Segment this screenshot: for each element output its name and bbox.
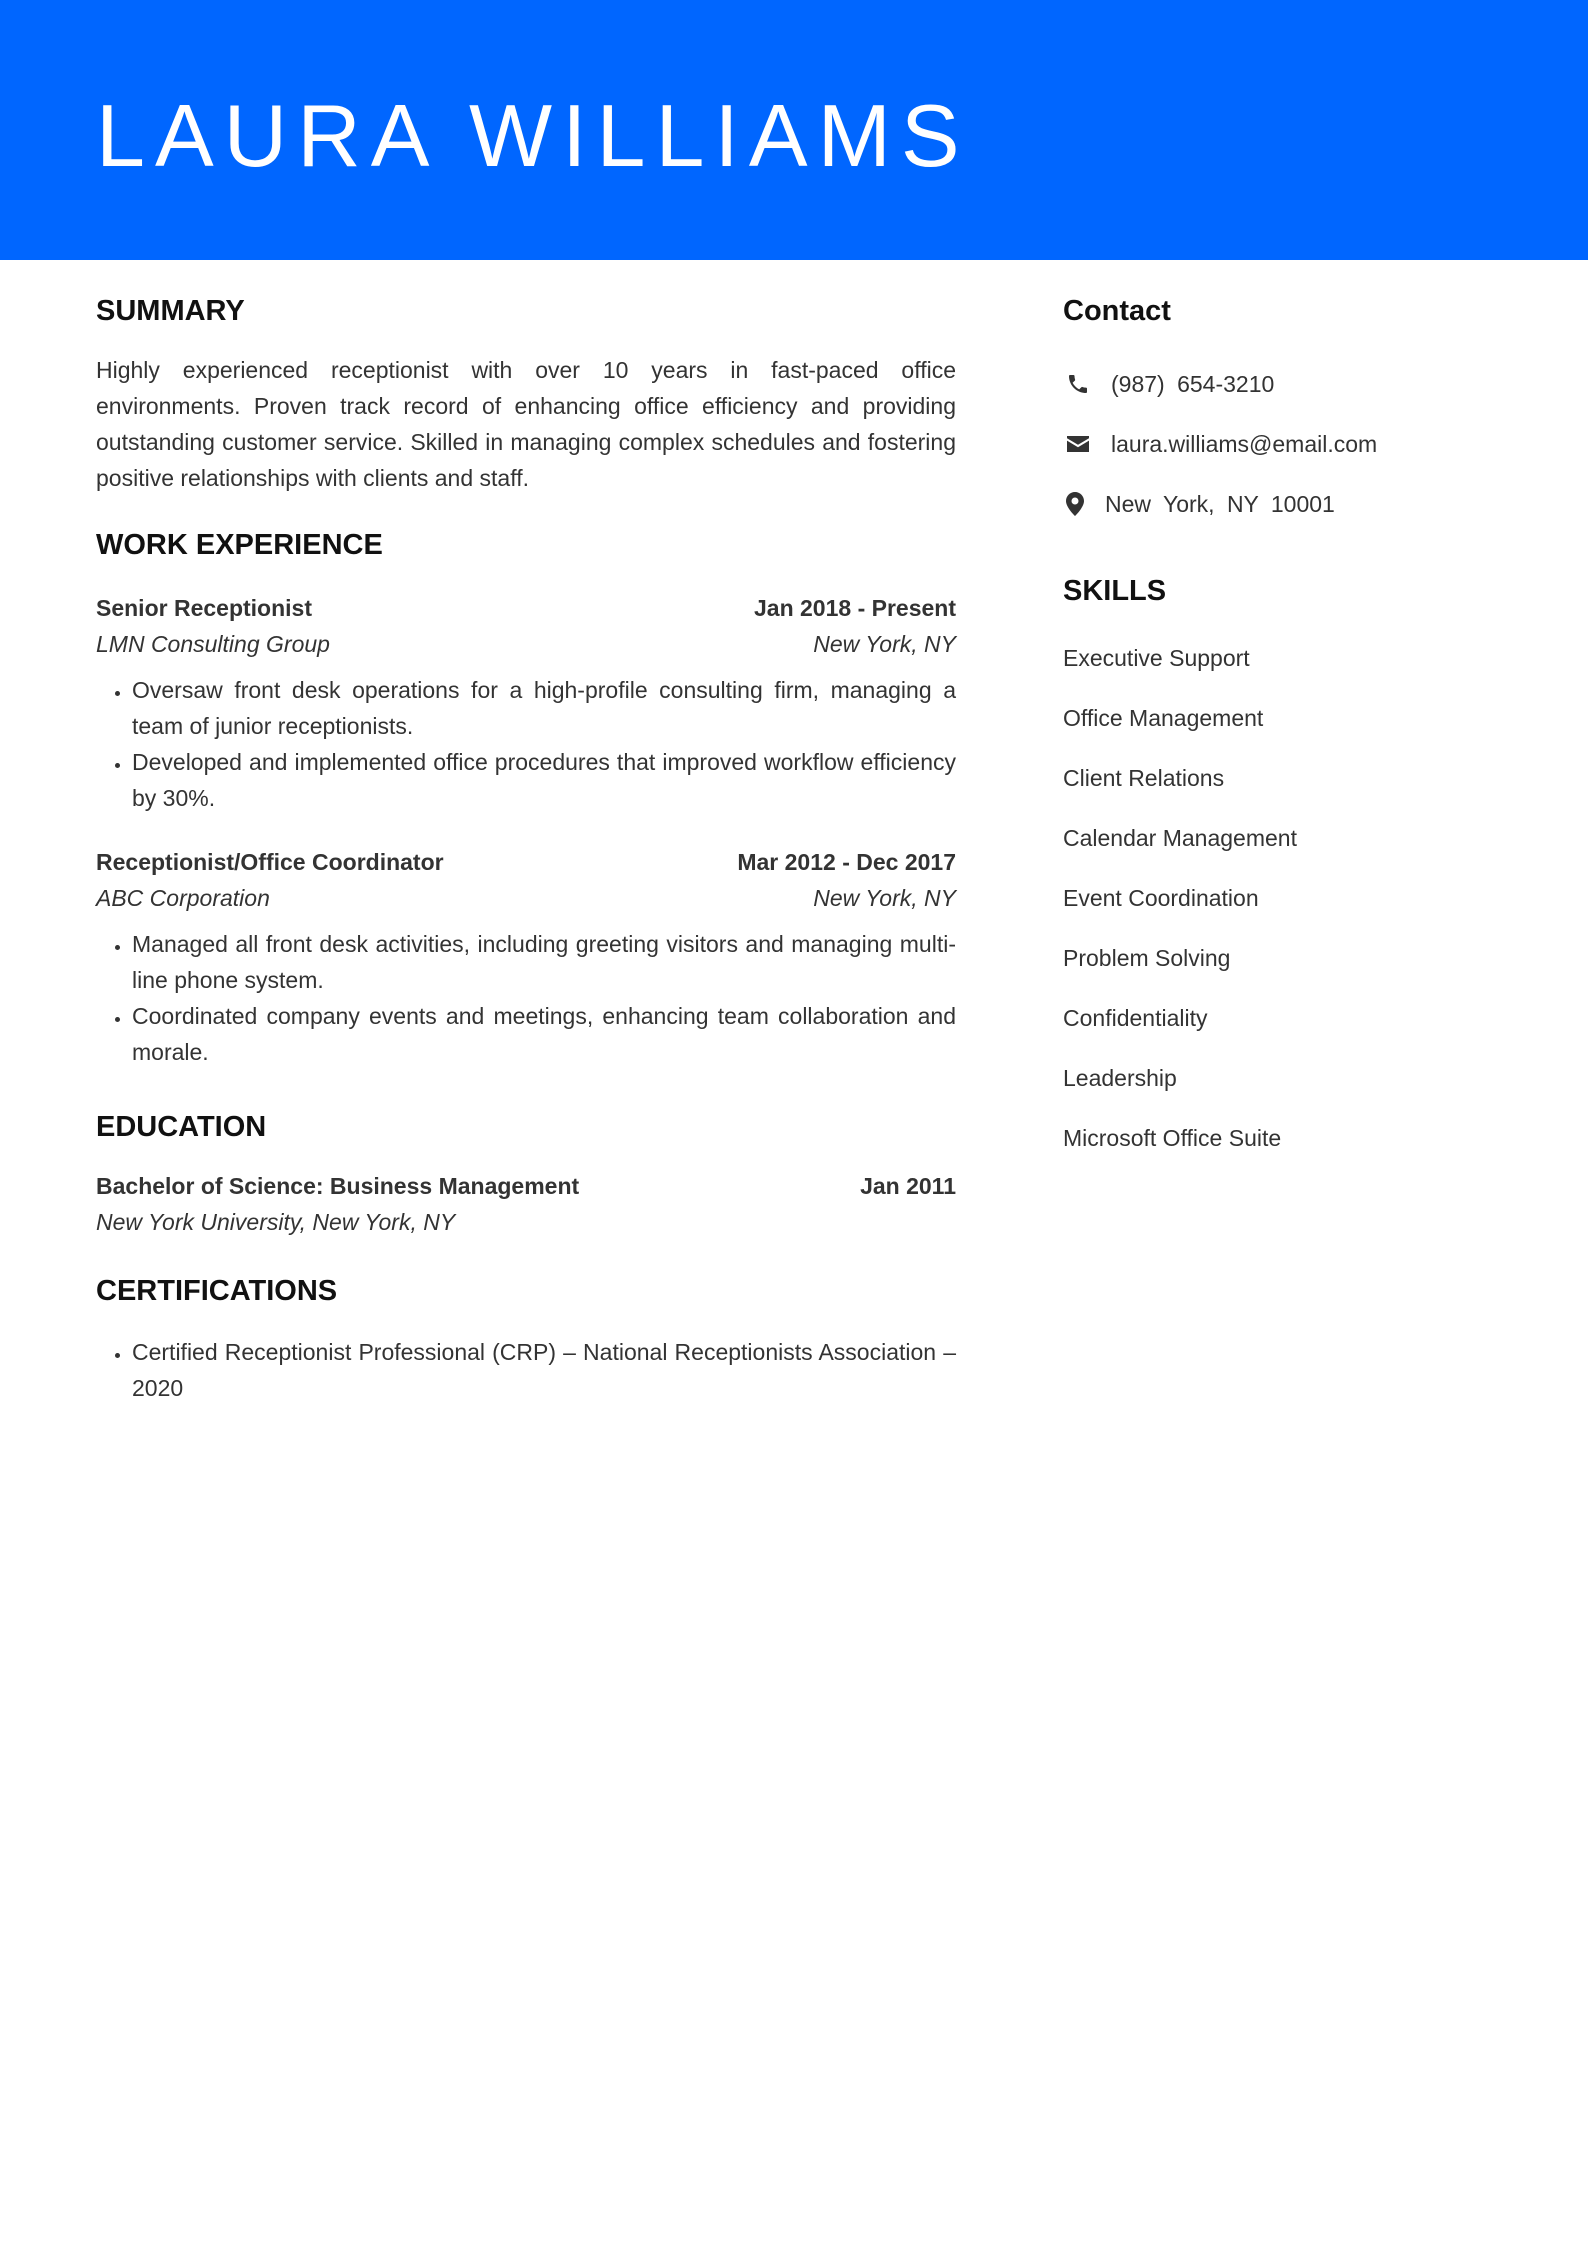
experience-heading: WORK EXPERIENCE [96, 529, 383, 561]
contact-list [1063, 354, 1503, 534]
candidate-name: LAURA WILLIAMS [96, 86, 970, 185]
certifications-section [96, 1270, 956, 1406]
skill-item: Client Relations [1063, 765, 1225, 791]
school: New York University, New York, NY [96, 1209, 456, 1235]
envelope-icon [1063, 432, 1093, 456]
phone-number: (987) 654-3210 [1111, 370, 1275, 397]
experience-section [96, 524, 956, 1070]
contact-heading: Contact [1063, 295, 1171, 327]
skill-list [1063, 628, 1503, 1168]
main-column [96, 290, 956, 1406]
job-dates: Mar 2012 - Dec 2017 [737, 849, 956, 875]
job-bullet: • Oversaw front desk operations for a high-profile consulting firm, managing a team of junior receptionists. [132, 672, 956, 744]
skills-heading: SKILLS [1063, 575, 1167, 607]
job-company: LMN Consulting Group [96, 631, 330, 657]
job-company: ABC Corporation [96, 885, 270, 911]
job-bullet: • Developed and implemented office procedures that improved workflow efficiency by 30%. [132, 744, 956, 816]
skill-item: Calendar Management [1063, 825, 1297, 851]
job-bullets [96, 926, 956, 1070]
skill-item: Event Coordination [1063, 885, 1259, 911]
job-location: New York, NY [813, 631, 956, 657]
job-location: New York, NY [813, 885, 956, 911]
contact-email [1063, 414, 1503, 474]
contact-phone [1063, 354, 1503, 414]
education-section [96, 1106, 956, 1240]
side-column [1063, 290, 1503, 1168]
map-pin-icon [1063, 492, 1087, 516]
skill-item: Office Management [1063, 705, 1264, 731]
job-entry [96, 844, 956, 1070]
summary-heading: SUMMARY [96, 295, 245, 327]
education-heading: EDUCATION [96, 1111, 267, 1143]
job-bullets [96, 672, 956, 816]
degree: Bachelor of Science: Business Management [96, 1173, 580, 1199]
certification-list [96, 1334, 956, 1406]
summary-text: Highly experienced receptionist with over 10 years in fast-paced office environments. Proven track record of enhancing office efficiency and providing outstanding customer service. Skilled in managing complex schedules and fostering positive relationships with clients and staff. [96, 357, 956, 491]
degree-date: Jan 2011 [860, 1173, 956, 1199]
skill-item: Microsoft Office Suite [1063, 1125, 1282, 1151]
phone-icon [1063, 372, 1093, 396]
job-role: Receptionist/Office Coordinator [96, 849, 444, 875]
job-role: Senior Receptionist [96, 595, 312, 621]
certifications-heading: CERTIFICATIONS [96, 1275, 338, 1307]
location: New York, NY 10001 [1105, 490, 1335, 517]
job-entry [96, 590, 956, 816]
skills-section [1063, 570, 1503, 1168]
skill-item: Problem Solving [1063, 945, 1231, 971]
skill-item: Leadership [1063, 1065, 1177, 1091]
skill-item: Executive Support [1063, 645, 1250, 671]
skill-item: Confidentiality [1063, 1005, 1208, 1031]
job-bullet: • Coordinated company events and meetings, enhancing team collaboration and morale. [132, 998, 956, 1070]
contact-location [1063, 474, 1503, 534]
header-banner [0, 0, 1588, 260]
job-dates: Jan 2018 - Present [753, 595, 956, 621]
email-address: laura.williams@email.com [1111, 430, 1378, 457]
summary-section [96, 290, 956, 496]
certification-item: • Certified Receptionist Professional (CRP) – National Receptionists Association – 2020 [132, 1334, 956, 1406]
job-bullet: • Managed all front desk activities, including greeting visitors and managing multi-line phone system. [132, 926, 956, 998]
